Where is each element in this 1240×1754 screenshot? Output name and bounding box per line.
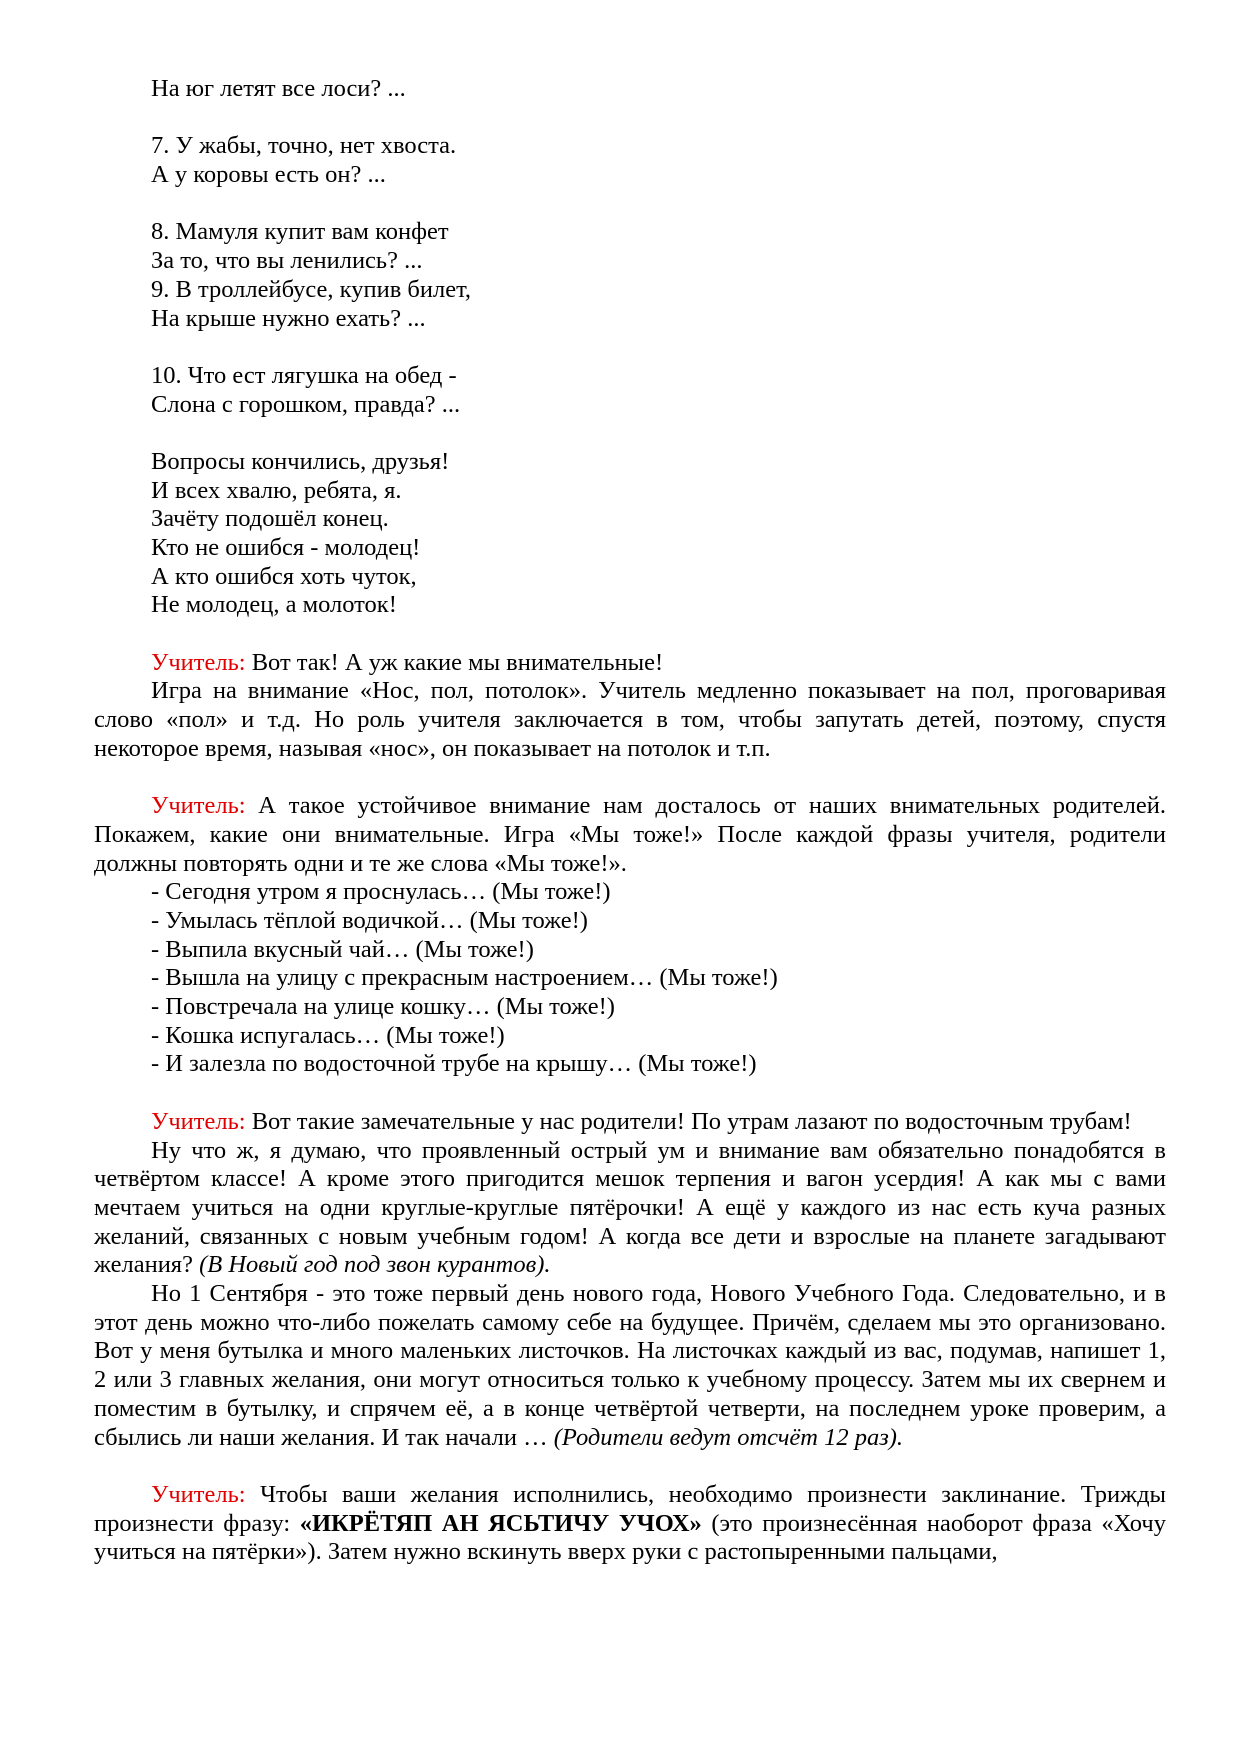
poem-line: 7. У жабы, точно, нет хвоста.	[151, 132, 457, 160]
paragraph: Игра на внимание «Нос, пол, потолок». Учитель медленно показывает на пол, проговаривая слово «пол» и т.д. Но роль учителя заключается в том, чтобы запутать детей, поэтому, спустя некоторое время, называя «нос», он показывает на потолок и т.п.	[94, 677, 1166, 762]
list-item: - Вышла на улицу с прекрасным настроением… (Мы тоже!)	[151, 964, 778, 992]
poem-line: 8. Мамуля купит вам конфет	[151, 218, 449, 246]
poem-line: А у коровы есть он? ...	[151, 161, 386, 189]
paragraph-text: (это произнесённая наоборот фраза «Хочу учиться на пятёрки»). Затем нужно вскинуть вверх руки с растопыренными пальцами,	[94, 1509, 1166, 1566]
paragraph-text: Вот такие замечательные у нас родители! По утрам лазают по водосточным трубам!	[245, 1107, 1132, 1135]
poem-line: Слона с горошком, правда? ...	[151, 390, 461, 418]
document-page	[94, 75, 1166, 1567]
paragraph	[94, 649, 1166, 678]
list-item: - Выпила вкусный чай… (Мы тоже!)	[151, 935, 534, 963]
paragraph	[94, 1481, 1166, 1567]
list-item: - И залезла по водосточной трубе на крышу… (Мы тоже!)	[151, 1050, 757, 1078]
list-item: - Сегодня утром я проснулась… (Мы тоже!)	[151, 878, 611, 906]
paragraph-text: Ну что ж, я думаю, что проявленный острый ум и внимание вам обязательно понадобятся в четвёртом классе! А кроме этого пригодится мешок терпения и вагон усердия! А как мы с вами мечтаем учиться на одни круглые-круглые пятёрочки! А ещё у каждого из нас есть куча разных желаний, связанных с новым учебным годом! А когда все дети и взрослые на планете загадывают желания?	[94, 1136, 1166, 1279]
speaker-label: Учитель:	[151, 648, 246, 676]
paragraph	[94, 792, 1166, 878]
poem-line: И всех хвалю, ребята, я.	[151, 476, 402, 504]
list-item: - Умылась тёплой водичкой… (Мы тоже!)	[151, 907, 588, 935]
paragraph-text: А такое устойчивое внимание нам досталось от наших внимательных родителей. Покажем, какие они внимательные. Игра «Мы тоже!» После каждой фразы учителя, родители должны повторять одни и те же слова «Мы тоже!».	[94, 792, 1166, 877]
poem-line: На крыше нужно ехать? ...	[151, 304, 426, 332]
speaker-label: Учитель:	[151, 1480, 246, 1508]
poem-line: Не молодец, а молоток!	[151, 591, 397, 619]
poem-line: За то, что вы ленились? ...	[151, 247, 423, 275]
paragraph	[94, 1280, 1166, 1452]
paragraph	[94, 1137, 1166, 1281]
poem-line: На юг летят все лоси? ...	[151, 75, 406, 102]
speaker-label: Учитель:	[151, 1107, 246, 1135]
stage-direction: (В Новый год под звон курантов).	[199, 1251, 551, 1279]
list-item: - Кошка испугалась… (Мы тоже!)	[151, 1021, 505, 1049]
poem-line: 9. В троллейбусе, купив билет,	[151, 275, 472, 303]
poem-line: А кто ошибся хоть чуток,	[151, 562, 417, 590]
spell-phrase: «ИКРЁТЯП АН ЯСЬТИЧУ УЧОХ»	[299, 1509, 702, 1537]
poem-line: 10. Что ест лягушка на обед -	[151, 361, 457, 389]
poem-line: Зачёту подошёл конец.	[151, 505, 389, 533]
paragraph-text: Вот так! А уж какие мы внимательные!	[245, 648, 664, 676]
paragraph-text: Но 1 Сентября - это тоже первый день нового года, Нового Учебного Года. Следовательно, и в этот день можно что-либо пожелать самому себе на будущее. Причём, сделаем мы это организовано. Вот у меня бутылка и много маленьких листочков. На листочках каждый из вас, подумав, напишет 1, 2 или 3 главных желания, они могут относиться только к учебному процессу. Затем мы их свернем и поместим в бутылку, и спрячем её, а в конце четвёртой четверти, на последнем уроке проверим, а сбылись ли наши желания. И так начали …	[94, 1280, 1166, 1451]
paragraph-text: Чтобы ваши желания исполнились, необходимо произнести заклинание. Трижды произнести фразу:	[94, 1480, 1166, 1537]
poem-line: Кто не ошибся - молодец!	[151, 534, 421, 561]
paragraph	[94, 1108, 1166, 1137]
stage-direction: (Родители ведут отсчёт 12 раз).	[553, 1423, 904, 1451]
speaker-label: Учитель:	[151, 792, 246, 820]
poem-line: Вопросы кончились, друзья!	[151, 447, 450, 475]
list-item: - Повстречала на улице кошку… (Мы тоже!)	[151, 993, 615, 1021]
